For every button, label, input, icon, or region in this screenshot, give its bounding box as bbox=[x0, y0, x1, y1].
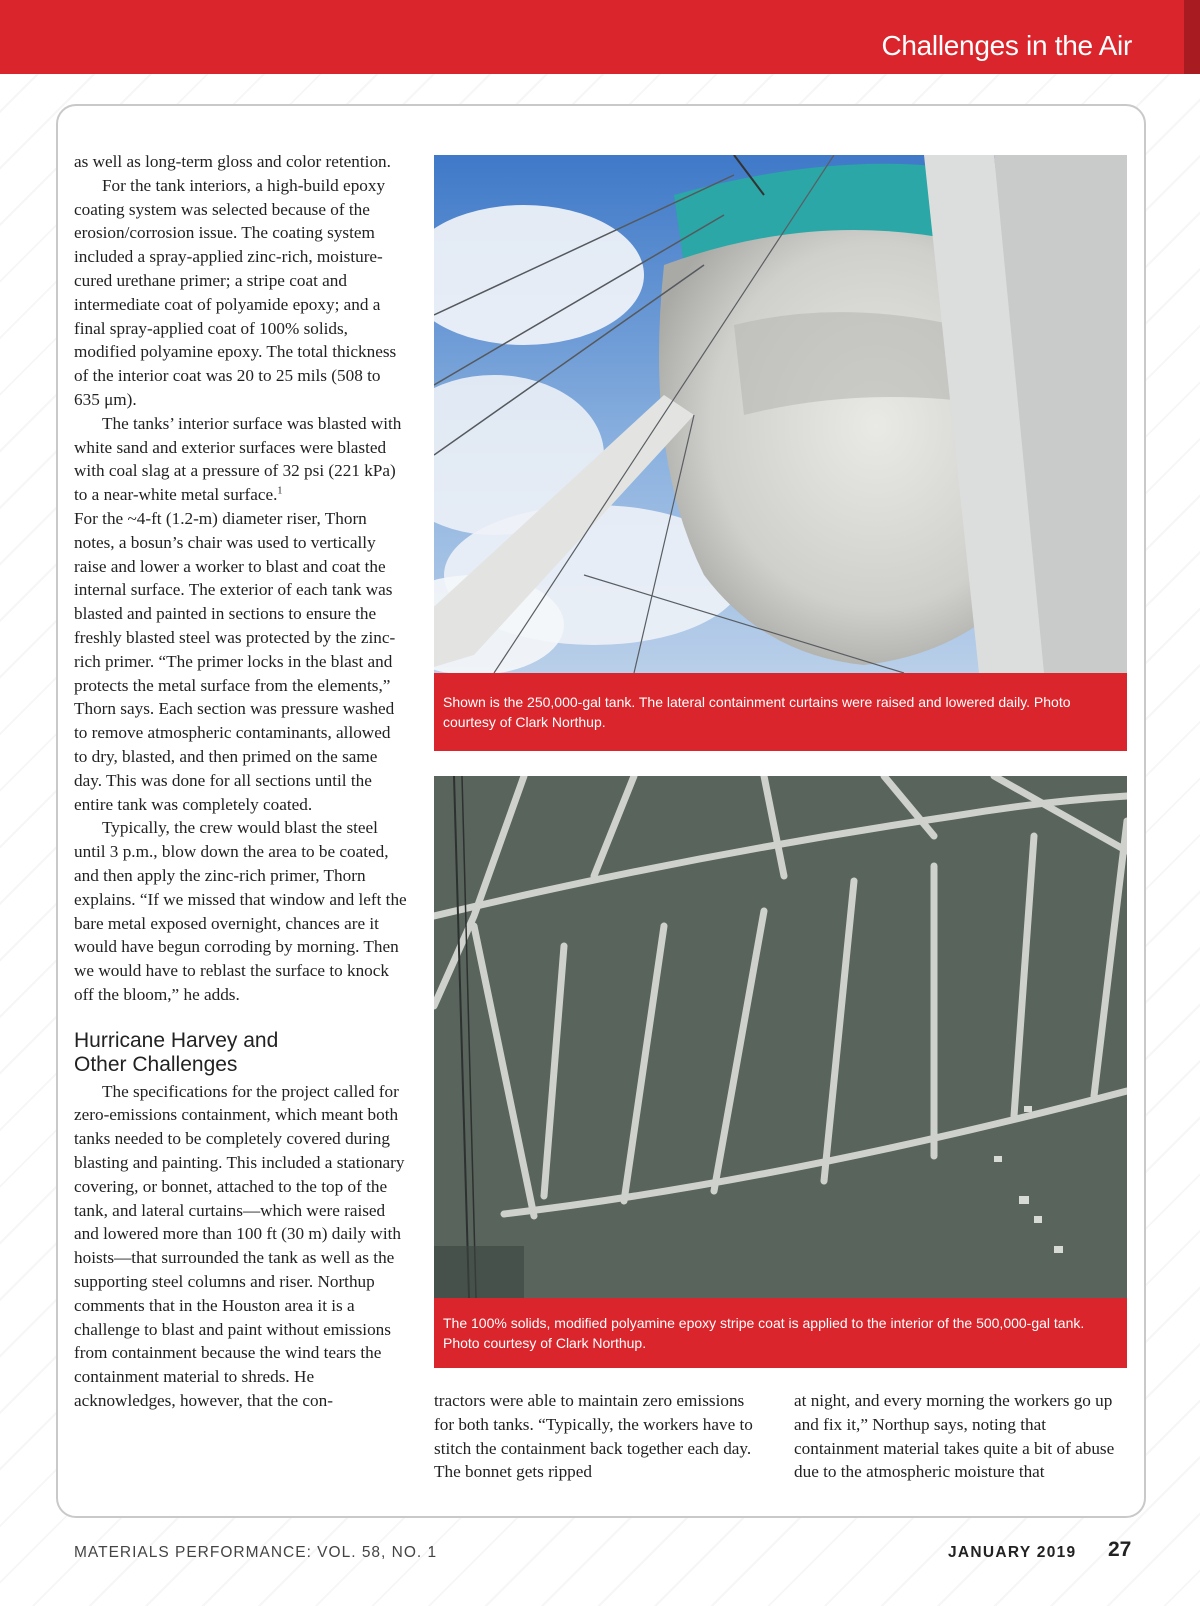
body-paragraph-text: The tanks’ interior surface was blasted with white sand and exterior surfaces were blasted with coal slag at a pressure of 32 psi (221 kPa) to a near-white metal surface. bbox=[74, 413, 402, 505]
body-paragraph: The specifications for the project called for zero-emissions containment, which meant both tanks needed to be completely covered during blasting and painting. This included a stationary covering, or bonnet, attached to the top of the tank, and lateral curtains—which were raised and lowered more than 100 ft (30 m) daily with hoists—that surrounded the tank as well as the supporting steel columns and riser. Northup comments that in the Houston area it is a challenge to blast and paint without emissions from containment because the wind tears the containment material to shreds. He acknowledges, however, that the con- bbox=[74, 1081, 405, 1411]
footnote-ref[interactable]: 1 bbox=[277, 485, 283, 497]
right-column bbox=[794, 1389, 1126, 1484]
subhead-line: Other Challenges bbox=[74, 1053, 238, 1077]
footer-publication: MATERIALS PERFORMANCE: VOL. 58, NO. 1 bbox=[74, 1544, 438, 1561]
tank-exterior-photo bbox=[434, 155, 1127, 673]
subhead bbox=[74, 1029, 408, 1078]
left-column bbox=[74, 150, 408, 1413]
body-paragraph: as well as long-term gloss and color retention. bbox=[74, 152, 391, 171]
figure-caption: The 100% solids, modified polyamine epoxy stripe coat is applied to the interior of the 500,000-gal tank. Photo courtesy of Clark Northup. bbox=[434, 1298, 1127, 1368]
body-paragraph: For the ~4-ft (1.2-m) diameter riser, Thorn notes, a bosun’s chair was used to vertically raise and lower a worker to blast and coat the internal surface. The exterior of each tank was blasted and painted in sections to ensure the freshly blasted steel was protected by the zinc-rich primer. “The primer locks in the blast and protects the metal surface from the elements,” Thorn says. Each section was pressure washed to remove atmospheric contaminants, allowed to dry, blasted, and then primed on the same day. This was done for all sections until the entire tank was completely coated. bbox=[74, 508, 396, 814]
body-paragraph: tractors were able to maintain zero emissions for both tanks. “Typically, the workers have to stitch the containment back together each day. The bonnet gets ripped bbox=[434, 1391, 753, 1482]
body-paragraph: Typically, the crew would blast the steel until 3 p.m., blow down the area to be coated, and then apply the zinc-rich primer, Thorn explains. “If we missed that window and left the bare metal exposed overnight, chances are it would have begun corroding by morning. Then we would have to reblast the surface to knock off the bloom,” he adds. bbox=[74, 818, 407, 1004]
middle-column bbox=[434, 1389, 764, 1484]
body-paragraph: at night, and every morning the workers go up and fix it,” Northup says, noting that containment material takes quite a bit of abuse due to the atmospheric moisture that bbox=[794, 1391, 1115, 1482]
tank-interior-photo bbox=[434, 776, 1127, 1298]
header-band bbox=[0, 0, 1200, 74]
page-number: 27 bbox=[1108, 1538, 1132, 1561]
tank-interior-illustration bbox=[434, 776, 1127, 1298]
tank-exterior-illustration bbox=[434, 155, 1127, 673]
figure-caption: Shown is the 250,000-gal tank. The lateral containment curtains were raised and lowered daily. Photo courtesy of Clark Northup. bbox=[434, 673, 1127, 751]
body-paragraph bbox=[74, 412, 408, 507]
body-paragraph: For the tank interiors, a high-build epoxy coating system was selected because of the erosion/corrosion issue. The coating system included a spray-applied zinc-rich, moisture-cured urethane primer; a stripe coat and intermediate coat of polyamide epoxy; and a final spray-applied coat of 100% solids, modified polyamine epoxy. The total thickness of the interior coat was 20 to 25 mils (508 to 635 μm). bbox=[74, 175, 397, 409]
subhead-line: Hurricane Harvey and bbox=[74, 1028, 279, 1052]
footer-date: JANUARY 2019 bbox=[948, 1544, 1077, 1561]
section-title: Challenges in the Air bbox=[881, 30, 1132, 61]
